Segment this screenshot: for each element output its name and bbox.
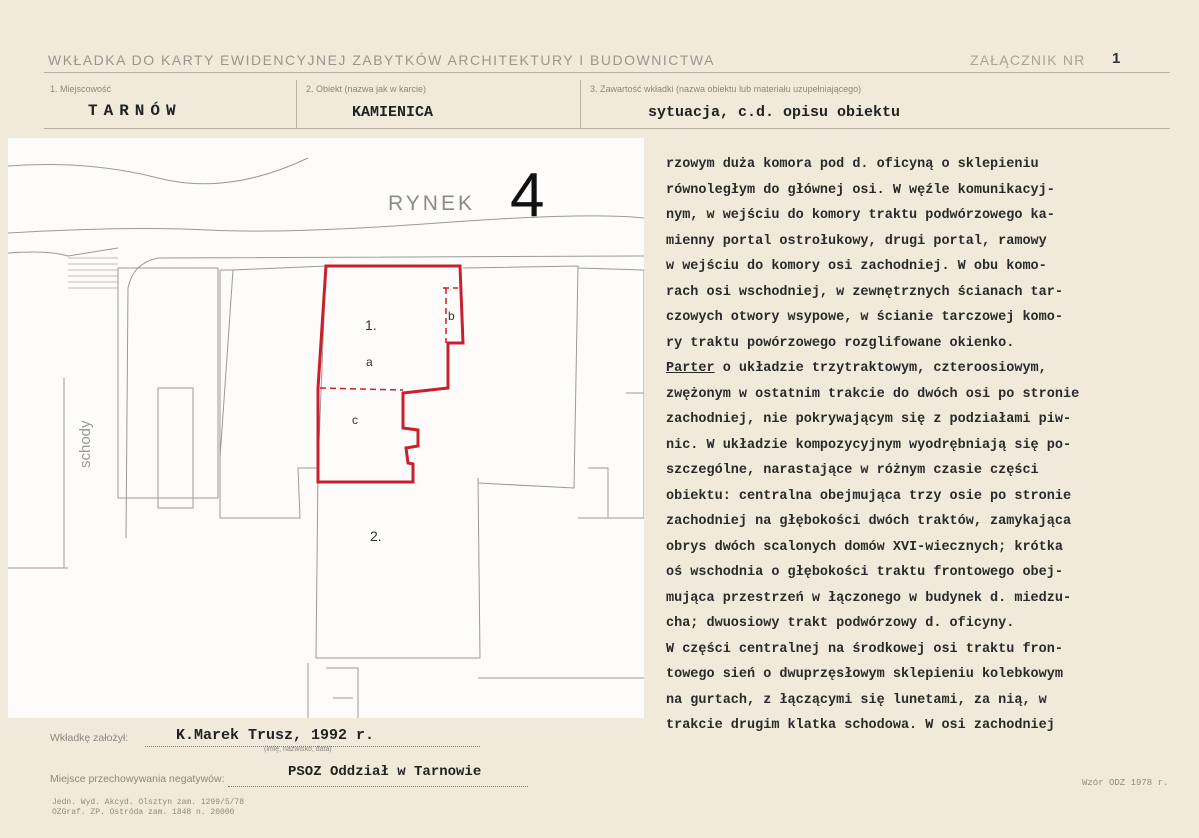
description-line: zachodniej, nie pokrywającym się z podziałami piw- xyxy=(666,412,1072,427)
site-plan xyxy=(8,138,644,718)
description-line: mująca przestrzeń w łączonego w budynek d. miedzu- xyxy=(666,590,1072,606)
printer-line-1: Jedn. Wyd. Akcyd. Olsztyn zam. 1299/5/78 xyxy=(52,798,245,807)
description-line: szczególne, narastające w różnym czasie części xyxy=(666,463,1039,478)
map-side-label: schody xyxy=(77,420,94,468)
description-line: rach osi wschodniej, w zewnętrznych ścianach tar- xyxy=(666,284,1063,300)
description-line: zachodniej na głębokości dwóch traktów, zamykająca xyxy=(666,514,1072,529)
field-1-value: TARNÓW xyxy=(88,102,182,120)
description-text xyxy=(666,152,1166,739)
field-1-label: 1. Miejscowość xyxy=(50,84,112,94)
map-label-a: a xyxy=(366,355,373,369)
map-label-2: 2. xyxy=(370,528,382,544)
author-sub-label: (imię, nazwisko, data) xyxy=(264,746,332,753)
description-line: nic. W układzie kompozycyjnym wyodrębniają się po- xyxy=(666,437,1072,453)
description-line xyxy=(666,356,1166,382)
annex-label: ZAŁĄCZNIK NR xyxy=(970,52,1086,68)
parter-rest: o układzie trzytraktowym, czteroosiowym, xyxy=(714,361,1047,376)
description-line: ry traktu powórzowego rozglifowane okienko. xyxy=(666,335,1015,351)
description-line: towego sień o dwuprzęsłowym sklepieniu kolebkowym xyxy=(666,667,1063,682)
negatives-line xyxy=(228,786,528,787)
field-2-label: 2. Obiekt (nazwa jak w karcie) xyxy=(306,84,427,94)
field-3-value: sytuacja, c.d. opisu obiektu xyxy=(648,104,901,121)
card-title: WKŁADKA DO KARTY EWIDENCYJNEJ ZABYTKÓW ARCHITEKTURY I BUDOWNICTWA xyxy=(48,52,715,68)
author-label: Wkładkę założył: xyxy=(50,732,129,744)
map-label-c: c xyxy=(352,413,358,427)
description-line: rzowym duża komora pod d. oficyną o sklepieniu xyxy=(666,157,1039,172)
negatives-value: PSOZ Oddział w Tarnowie xyxy=(288,764,482,780)
map-street-label: RYNEK xyxy=(388,192,475,215)
annex-number: 1 xyxy=(1112,50,1121,67)
description-line: zwężonym w ostatnim trakcie do dwóch osi po stronie xyxy=(666,386,1080,402)
description-line: nym, w wejściu do komory traktu podwórzowego ka- xyxy=(666,208,1055,223)
description-line: obiektu: centralna obejmująca trzy osie po stronie xyxy=(666,488,1072,504)
description-line: W części centralnej na środkowej osi traktu fron- xyxy=(666,641,1063,657)
form-stamp: Wzór ODZ 1978 r. xyxy=(1082,778,1169,788)
parter-heading: Parter xyxy=(666,361,715,376)
description-line: mienny portal ostrołukowy, drugi portal, ramowy xyxy=(666,233,1047,249)
description-line: czowych otwory wsypowe, w ścianie tarczowej komo- xyxy=(666,310,1063,325)
description-line: cha; dwuosiowy trakt podwórzowy d. oficyny. xyxy=(666,616,1015,631)
description-line: równoległym do głównej osi. W węźle komunikacyj- xyxy=(666,182,1055,198)
description-line: na gurtach, z łączącymi się lunetami, za nią, w xyxy=(666,692,1047,708)
header-rule xyxy=(44,72,1170,73)
description-line: obrys dwóch scalonych domów XVI-wiecznych; krótka xyxy=(666,539,1063,555)
field-divider xyxy=(296,80,297,128)
map-handwritten-number: 4 xyxy=(510,161,545,230)
fields-bottom-rule xyxy=(44,128,1170,129)
negatives-label: Miejsce przechowywania negatywów: xyxy=(50,773,225,785)
author-value: K.Marek Trusz, 1992 r. xyxy=(176,727,375,744)
site-plan-drawing xyxy=(8,138,644,718)
description-line: oś wschodnia o głębokości traktu frontowego obej- xyxy=(666,565,1063,580)
field-3-label: 3. Zawartość wkładki (nazwa obiektu lub materiału uzupełniającego) xyxy=(590,84,862,94)
map-label-b: b xyxy=(448,309,455,323)
description-line: w wejściu do komory osi zachodniej. W obu komo- xyxy=(666,259,1047,274)
field-divider xyxy=(580,80,581,128)
description-line: trakcie drugim klatka schodowa. W osi zachodniej xyxy=(666,718,1055,733)
printer-line-2: OZGraf. ZP. Ostróda zam. 1848 n. 20000 xyxy=(52,808,235,817)
map-label-1: 1. xyxy=(365,317,377,333)
field-2-value: KAMIENICA xyxy=(352,104,434,121)
